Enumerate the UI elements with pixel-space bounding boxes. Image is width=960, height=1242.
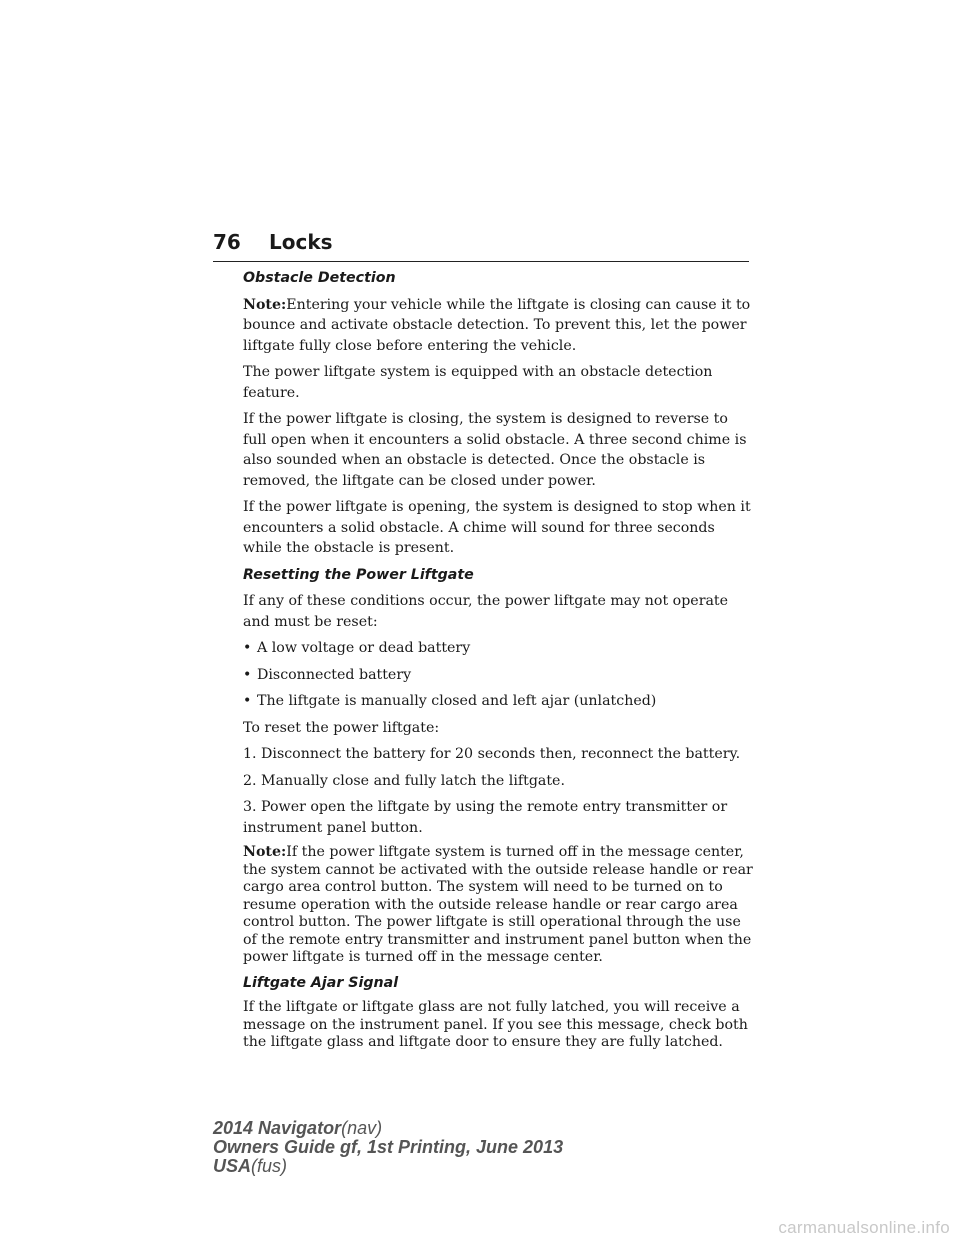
list-item bbox=[243, 665, 753, 686]
note-label: Note: bbox=[243, 296, 287, 313]
note-label: Note: bbox=[243, 844, 287, 860]
page-footer bbox=[213, 1119, 563, 1176]
list-item-text: The liftgate is manually closed and left ajar (unlatched) bbox=[257, 693, 657, 709]
step-item: 1. Disconnect the battery for 20 seconds then, reconnect the battery. bbox=[243, 746, 741, 762]
paragraph: The power liftgate system is equipped with an obstacle detection feature. bbox=[243, 364, 713, 401]
page-content bbox=[243, 268, 753, 1058]
step-item: 2. Manually close and fully latch the liftgate. bbox=[243, 772, 565, 789]
bullet-icon: • bbox=[243, 666, 252, 683]
conditions-list bbox=[243, 638, 753, 712]
paragraph: If the liftgate or liftgate glass are not fully latched, you will receive a message on the instrument panel. If you see this message, check both the liftgate glass and liftgate door to ensure they are fully latched. bbox=[243, 999, 748, 1050]
page-header bbox=[213, 229, 749, 262]
paragraph: If the power liftgate is opening, the system is designed to stop when it encounters a solid obstacle. A chime will sound for three seconds while the obstacle is present. bbox=[243, 499, 751, 556]
note-text: If the power liftgate system is turned off in the message center, the system cannot be activated with the outside release handle or rear cargo area control button. The system will need to be turned on to resume operation with the outside release handle or rear cargo area control button. The power liftgate is still operational through the use of the remote entry transmitter and instrument panel button when the power liftgate is turned off in the message center. bbox=[243, 844, 753, 965]
section-title: Locks bbox=[269, 230, 333, 254]
heading-obstacle-detection: Obstacle Detection bbox=[243, 270, 396, 286]
paragraph: If any of these conditions occur, the power liftgate may not operate and must be reset: bbox=[243, 593, 729, 630]
list-item-text: A low voltage or dead battery bbox=[257, 640, 471, 656]
note-paragraph bbox=[243, 844, 753, 967]
heading-liftgate-ajar: Liftgate Ajar Signal bbox=[243, 974, 399, 991]
heading-resetting-liftgate: Resetting the Power Liftgate bbox=[243, 566, 474, 583]
note-text: Entering your vehicle while the liftgate is closing can cause it to bounce and activate obstacle detection. To prevent this, let the power liftgate fully close before entering the vehicle. bbox=[243, 296, 751, 354]
footer-market-code: (fus) bbox=[251, 1156, 288, 1176]
footer-model-code: (nav) bbox=[341, 1118, 383, 1138]
bullet-icon: • bbox=[243, 693, 252, 709]
page-number: 76 bbox=[213, 230, 241, 254]
footer-model: 2014 Navigator bbox=[213, 1118, 342, 1138]
list-item-text: Disconnected battery bbox=[257, 666, 412, 683]
watermark: carmanualsonline.info bbox=[778, 1218, 950, 1237]
footer-market: USA bbox=[213, 1156, 252, 1176]
list-item bbox=[243, 638, 753, 659]
footer-line bbox=[213, 1119, 563, 1138]
step-item: 3. Power open the liftgate by using the remote entry transmitter or instrument panel button. bbox=[243, 799, 728, 836]
footer-line bbox=[213, 1157, 563, 1176]
footer-edition: Owners Guide gf, 1st Printing, June 2013 bbox=[213, 1137, 564, 1157]
paragraph: To reset the power liftgate: bbox=[243, 719, 440, 736]
note-paragraph bbox=[243, 295, 753, 357]
paragraph: If the power liftgate is closing, the system is designed to reverse to full open when it encounters a solid obstacle. A three second chime is also sounded when an obstacle is detected. Once the obstacle is removed, the liftgate can be closed under power. bbox=[243, 411, 747, 489]
list-item bbox=[243, 691, 753, 712]
bullet-icon: • bbox=[243, 640, 252, 656]
footer-line bbox=[213, 1138, 563, 1157]
